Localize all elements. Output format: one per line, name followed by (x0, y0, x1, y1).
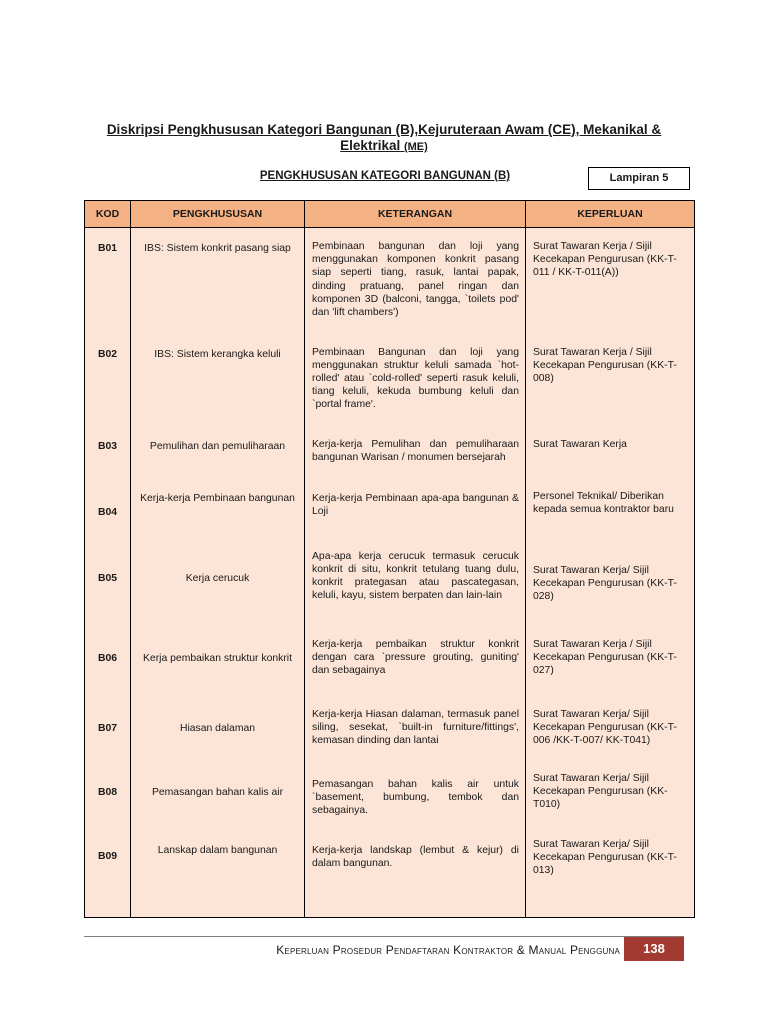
table-row (85, 836, 695, 918)
cell-keterangan: Pembinaan Bangunan dan loji yang menggunakan struktur keluli samada `hot-rolled' atau `cold-rolled' seperti rasuk keluli, tiang keluli, kekuda bumbung keluli dan `portal frame'. (305, 334, 526, 426)
cell-keterangan: Kerja-kerja Hiasan dalaman, termasuk panel siling, sesekat, `built-in furniture/fittings', kemasan dinding dan lantai (305, 702, 526, 772)
cell-keterangan: Kerja-kerja pembaikan struktur konkrit dengan cara `pressure grouting, guniting' dan sebagainya (305, 632, 526, 702)
table-row (85, 426, 695, 486)
cell-keterangan: Kerja-kerja Pembinaan apa-apa bangunan & Loji (305, 486, 526, 538)
footer-title: Keperluan Prosedur Pendaftaran Kontraktor & Manual Pengguna (276, 943, 620, 957)
cell-pengkhususan: Kerja cerucuk (131, 538, 305, 632)
cell-pengkhususan: Lanskap dalam bangunan (131, 836, 305, 918)
cell-pengkhususan: Kerja-kerja Pembinaan bangunan (131, 486, 305, 538)
cell-kod: B07 (85, 702, 131, 772)
cell-keperluan: Surat Tawaran Kerja/ Sijil Kecekapan Pengurusan (KK-T010) (526, 772, 695, 836)
cell-keperluan: Personel Teknikal/ Diberikan kepada semua kontraktor baru (526, 486, 695, 538)
cell-keterangan: Kerja-kerja landskap (lembut & kejur) di dalam bangunan. (305, 836, 526, 918)
cell-keperluan: Surat Tawaran Kerja/ Sijil Kecekapan Pengurusan (KK-T-006 /KK-T-007/ KK-T041) (526, 702, 695, 772)
cell-pengkhususan: Pemasangan bahan kalis air (131, 772, 305, 836)
cell-keperluan: Surat Tawaran Kerja (526, 426, 695, 486)
cell-pengkhususan: Kerja pembaikan struktur konkrit (131, 632, 305, 702)
header-pengkhususan: PENGKHUSUSAN (131, 201, 305, 228)
cell-keterangan: Apa-apa kerja cerucuk termasuk cerucuk konkrit di situ, konkrit tetulang tuang dulu, konkrit prategasan atau pascategasan, keluli, kayu, sistem berpaten dan lain-lain (305, 538, 526, 632)
lampiran-box: Lampiran 5 (588, 167, 690, 190)
table-row (85, 772, 695, 836)
cell-kod: B09 (85, 836, 131, 918)
table-row (85, 228, 695, 334)
table-header-row (85, 201, 695, 228)
cell-keterangan: Kerja-kerja Pemulihan dan pemuliharaan bangunan Warisan / monumen bersejarah (305, 426, 526, 486)
cell-keterangan: Pembinaan bangunan dan loji yang menggunakan komponen konkrit pasang siap seperti tiang, rasuk, lantai papak, dinding pratuang, panel ringan dan komponen 3D (balconi, tangga, `toilets pod' dan 'lift chambers') (305, 228, 526, 334)
cell-kod: B06 (85, 632, 131, 702)
specialization-table (84, 200, 695, 918)
table-row (85, 538, 695, 632)
cell-pengkhususan: IBS: Sistem kerangka keluli (131, 334, 305, 426)
cell-kod: B05 (85, 538, 131, 632)
cell-kod: B02 (85, 334, 131, 426)
cell-kod: B01 (85, 228, 131, 334)
table-row (85, 334, 695, 426)
cell-kod: B08 (85, 772, 131, 836)
footer-divider (84, 936, 684, 937)
cell-keterangan: Pemasangan bahan kalis air untuk `basement, bumbung, tembok dan sebagainya. (305, 772, 526, 836)
header-kod: KOD (85, 201, 131, 228)
cell-keperluan: Surat Tawaran Kerja / Sijil Kecekapan Pengurusan (KK-T-008) (526, 334, 695, 426)
document-title-suffix: (ME) (403, 141, 428, 153)
table-row (85, 702, 695, 772)
header-keterangan: KETERANGAN (305, 201, 526, 228)
cell-kod: B04 (85, 486, 131, 538)
cell-keperluan: Surat Tawaran Kerja / Sijil Kecekapan Pengurusan (KK-T-011 / KK-T-011(A)) (526, 228, 695, 334)
cell-keperluan: Surat Tawaran Kerja / Sijil Kecekapan Pengurusan (KK-T-027) (526, 632, 695, 702)
header-keperluan: KEPERLUAN (526, 201, 695, 228)
page-number: 138 (624, 937, 684, 961)
table-row (85, 486, 695, 538)
cell-keperluan: Surat Tawaran Kerja/ Sijil Kecekapan Pengurusan (KK-T-013) (526, 836, 695, 918)
table-row (85, 632, 695, 702)
cell-pengkhususan: IBS: Sistem konkrit pasang siap (131, 228, 305, 334)
document-title (84, 122, 684, 155)
cell-pengkhususan: Pemulihan dan pemuliharaan (131, 426, 305, 486)
section-title: PENGKHUSUSAN KATEGORI BANGUNAN (B) (259, 170, 511, 182)
document-title-main: Diskripsi Pengkhususan Kategori Bangunan (B),Kejuruteraan Awam (CE), Mekanikal & Elektrikal (106, 122, 662, 153)
cell-keperluan: Surat Tawaran Kerja/ Sijil Kecekapan Pengurusan (KK-T-028) (526, 538, 695, 632)
cell-kod: B03 (85, 426, 131, 486)
cell-pengkhususan: Hiasan dalaman (131, 702, 305, 772)
